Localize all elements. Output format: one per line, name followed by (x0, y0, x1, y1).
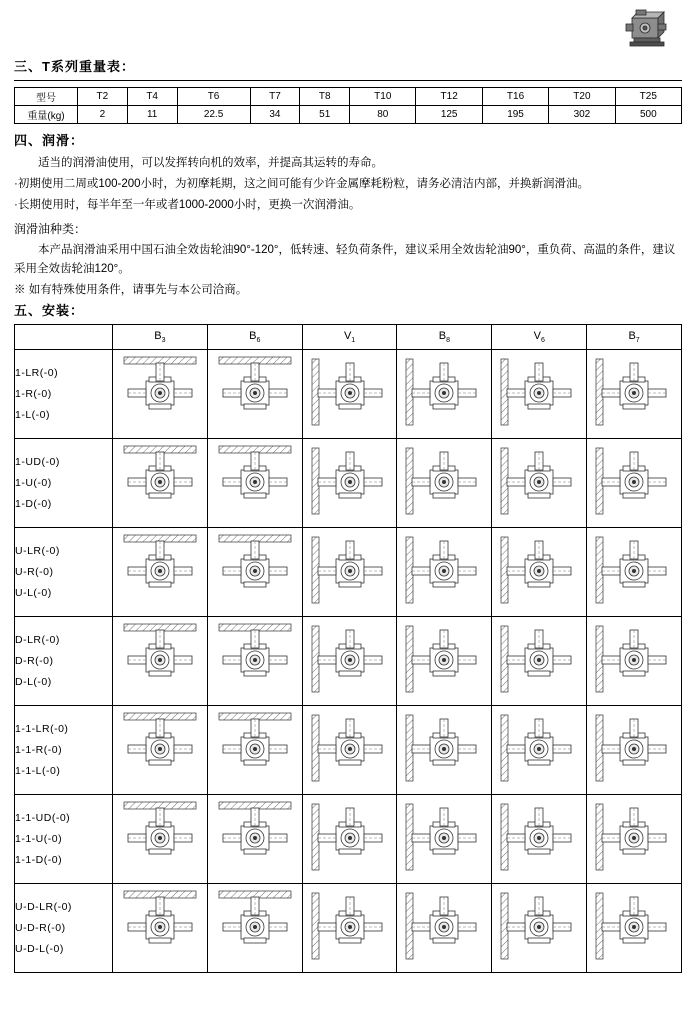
install-code-cell (15, 350, 113, 439)
install-figure-cell (587, 617, 682, 706)
col-sub: 1 (351, 337, 356, 345)
install-figure-cell (113, 706, 208, 795)
install-figure-cell (397, 884, 492, 973)
install-figure-cell (397, 706, 492, 795)
model-cell: T20 (549, 88, 615, 106)
column-header-v1 (302, 325, 397, 350)
install-code-line: 1-1-U(-0) (15, 832, 63, 845)
install-code-line: 1-R(-0) (15, 387, 52, 400)
install-figure-cell (492, 439, 587, 528)
weight-cell: 11 (127, 106, 177, 124)
install-figure-cell (302, 884, 397, 973)
column-header-v6 (492, 325, 587, 350)
model-cell: T16 (482, 88, 548, 106)
install-table (14, 324, 682, 973)
install-figure-cell (302, 795, 397, 884)
install-code-line: 1-UD(-0) (15, 455, 60, 468)
install-code-line: D-R(-0) (15, 654, 54, 667)
install-code-line: 1-LR(-0) (15, 366, 59, 379)
install-code-line: U-L(-0) (15, 586, 52, 599)
install-figure-cell (207, 350, 302, 439)
install-table-row (15, 617, 682, 706)
install-figure-cell (492, 617, 587, 706)
install-code-cell (15, 706, 113, 795)
col-letter: B (154, 329, 162, 342)
install-code-cell (15, 528, 113, 617)
install-figure-cell (302, 439, 397, 528)
install-figure-cell (587, 528, 682, 617)
weight-cell: 22.5 (177, 106, 250, 124)
install-code-line: D-L(-0) (15, 675, 52, 688)
model-cell: T7 (250, 88, 300, 106)
install-figure-cell (492, 884, 587, 973)
install-code-line: 1-D(-0) (15, 497, 52, 510)
install-table-row (15, 706, 682, 795)
table-row (15, 88, 682, 106)
install-figure-cell (113, 528, 208, 617)
col-sub: 6 (540, 337, 545, 345)
col-sub: 8 (446, 337, 451, 345)
install-figure-cell (113, 439, 208, 528)
model-cell: T2 (78, 88, 128, 106)
install-figure-cell (207, 795, 302, 884)
install-table-row (15, 528, 682, 617)
divider (14, 80, 682, 81)
install-figure-cell (397, 795, 492, 884)
col-sub: 3 (161, 337, 166, 345)
install-table-row (15, 884, 682, 973)
install-figure-cell (302, 617, 397, 706)
install-code-line: U-LR(-0) (15, 544, 60, 557)
column-header-b7 (587, 325, 682, 350)
logo-area (14, 0, 682, 56)
row-header-weight: 重量(kg) (15, 106, 78, 124)
column-header-b8 (397, 325, 492, 350)
install-table-row (15, 439, 682, 528)
install-corner-cell (15, 325, 113, 350)
install-figure-cell (113, 795, 208, 884)
lubrication-section-title: 四、润滑： (14, 133, 85, 148)
install-figure-cell (302, 350, 397, 439)
oil-paragraph-2: ※ 如有特殊使用条件，请事先与本公司洽商。 (14, 284, 248, 296)
weight-cell: 500 (615, 106, 681, 124)
install-figure-cell (587, 884, 682, 973)
col-letter: V (533, 329, 541, 342)
install-figure-cell (492, 528, 587, 617)
install-section-title: 五、安装： (14, 303, 85, 318)
model-cell: T12 (416, 88, 482, 106)
col-sub: 6 (256, 337, 261, 345)
weight-cell: 125 (416, 106, 482, 124)
install-figure-cell (492, 350, 587, 439)
weight-cell: 195 (482, 106, 548, 124)
install-code-line: 1-1-D(-0) (15, 853, 63, 866)
install-code-line: 1-1-UD(-0) (15, 811, 71, 824)
model-cell: T10 (350, 88, 416, 106)
col-letter: B (438, 329, 447, 342)
install-figure-cell (302, 706, 397, 795)
install-figure-cell (492, 795, 587, 884)
install-figure-cell (397, 350, 492, 439)
col-sub: 7 (635, 337, 640, 345)
weight-cell: 2 (78, 106, 128, 124)
install-code-line: 1-U(-0) (15, 476, 52, 489)
install-figure-cell (397, 528, 492, 617)
install-table-row (15, 795, 682, 884)
row-header-model: 型号 (15, 88, 78, 106)
install-code-line: U-D-LR(-0) (15, 900, 72, 913)
column-header-b6 (207, 325, 302, 350)
col-letter: V (343, 329, 352, 342)
install-code-line: 1-1-LR(-0) (15, 722, 69, 735)
col-letter: B (628, 329, 636, 342)
oil-type-title: 润滑油种类： (14, 222, 87, 236)
install-figure-cell (397, 439, 492, 528)
install-figure-cell (587, 795, 682, 884)
install-table-body (15, 350, 682, 973)
lubrication-paragraph-1: 适当的润滑油使用，可以发挥转向机的效率，并提高其运转的寿命。 (38, 157, 383, 169)
install-figure-cell (492, 706, 587, 795)
model-cell: T25 (615, 88, 681, 106)
weight-section-title: 三、T系列重量表： (14, 59, 135, 74)
install-figure-cell (113, 617, 208, 706)
column-header-b3 (113, 325, 208, 350)
weight-cell: 51 (300, 106, 350, 124)
install-figure-cell (587, 350, 682, 439)
gearbox-logo-icon (618, 4, 674, 50)
model-cell: T8 (300, 88, 350, 106)
install-figure-cell (207, 617, 302, 706)
model-cell: T4 (127, 88, 177, 106)
install-code-cell (15, 439, 113, 528)
install-code-cell (15, 617, 113, 706)
model-cell: T6 (177, 88, 250, 106)
install-figure-cell (397, 617, 492, 706)
lubrication-paragraph-2: ·初期使用二周或100-200小时，为初摩耗期，这之间可能有少许金属摩耗粉粒，请务必清洁内部，并换新润滑油。 (14, 178, 590, 190)
install-code-line: U-D-L(-0) (15, 942, 64, 955)
install-figure-cell (207, 884, 302, 973)
install-code-line: D-LR(-0) (15, 633, 60, 646)
weight-cell: 80 (350, 106, 416, 124)
install-code-cell (15, 884, 113, 973)
lubrication-paragraph-3: ·长期使用时，每半年至一年或者1000-2000小时，更换一次润滑油。 (14, 199, 361, 211)
install-code-line: 1-1-L(-0) (15, 764, 61, 777)
col-letter: B (249, 329, 257, 342)
weight-cell: 302 (549, 106, 615, 124)
install-figure-cell (113, 350, 208, 439)
install-figure-cell (302, 528, 397, 617)
install-code-line: U-D-R(-0) (15, 921, 66, 934)
install-figure-cell (587, 706, 682, 795)
install-figure-cell (587, 439, 682, 528)
install-code-line: 1-L(-0) (15, 408, 51, 421)
install-code-cell (15, 795, 113, 884)
weight-table (14, 87, 682, 124)
install-figure-cell (207, 706, 302, 795)
install-code-line: U-R(-0) (15, 565, 54, 578)
weight-cell: 34 (250, 106, 300, 124)
install-code-line: 1-1-R(-0) (15, 743, 63, 756)
install-table-row (15, 350, 682, 439)
install-table-header-row (15, 325, 682, 350)
table-row (15, 106, 682, 124)
install-figure-cell (207, 528, 302, 617)
install-figure-cell (207, 439, 302, 528)
install-figure-cell (113, 884, 208, 973)
oil-paragraph-1: 本产品润滑油采用中国石油全效齿轮油90°-120°，低转速、轻负荷条件，建议采用全效齿轮油90°，重负荷、高温的条件，建议采用全效齿轮油120°。 (14, 244, 676, 275)
